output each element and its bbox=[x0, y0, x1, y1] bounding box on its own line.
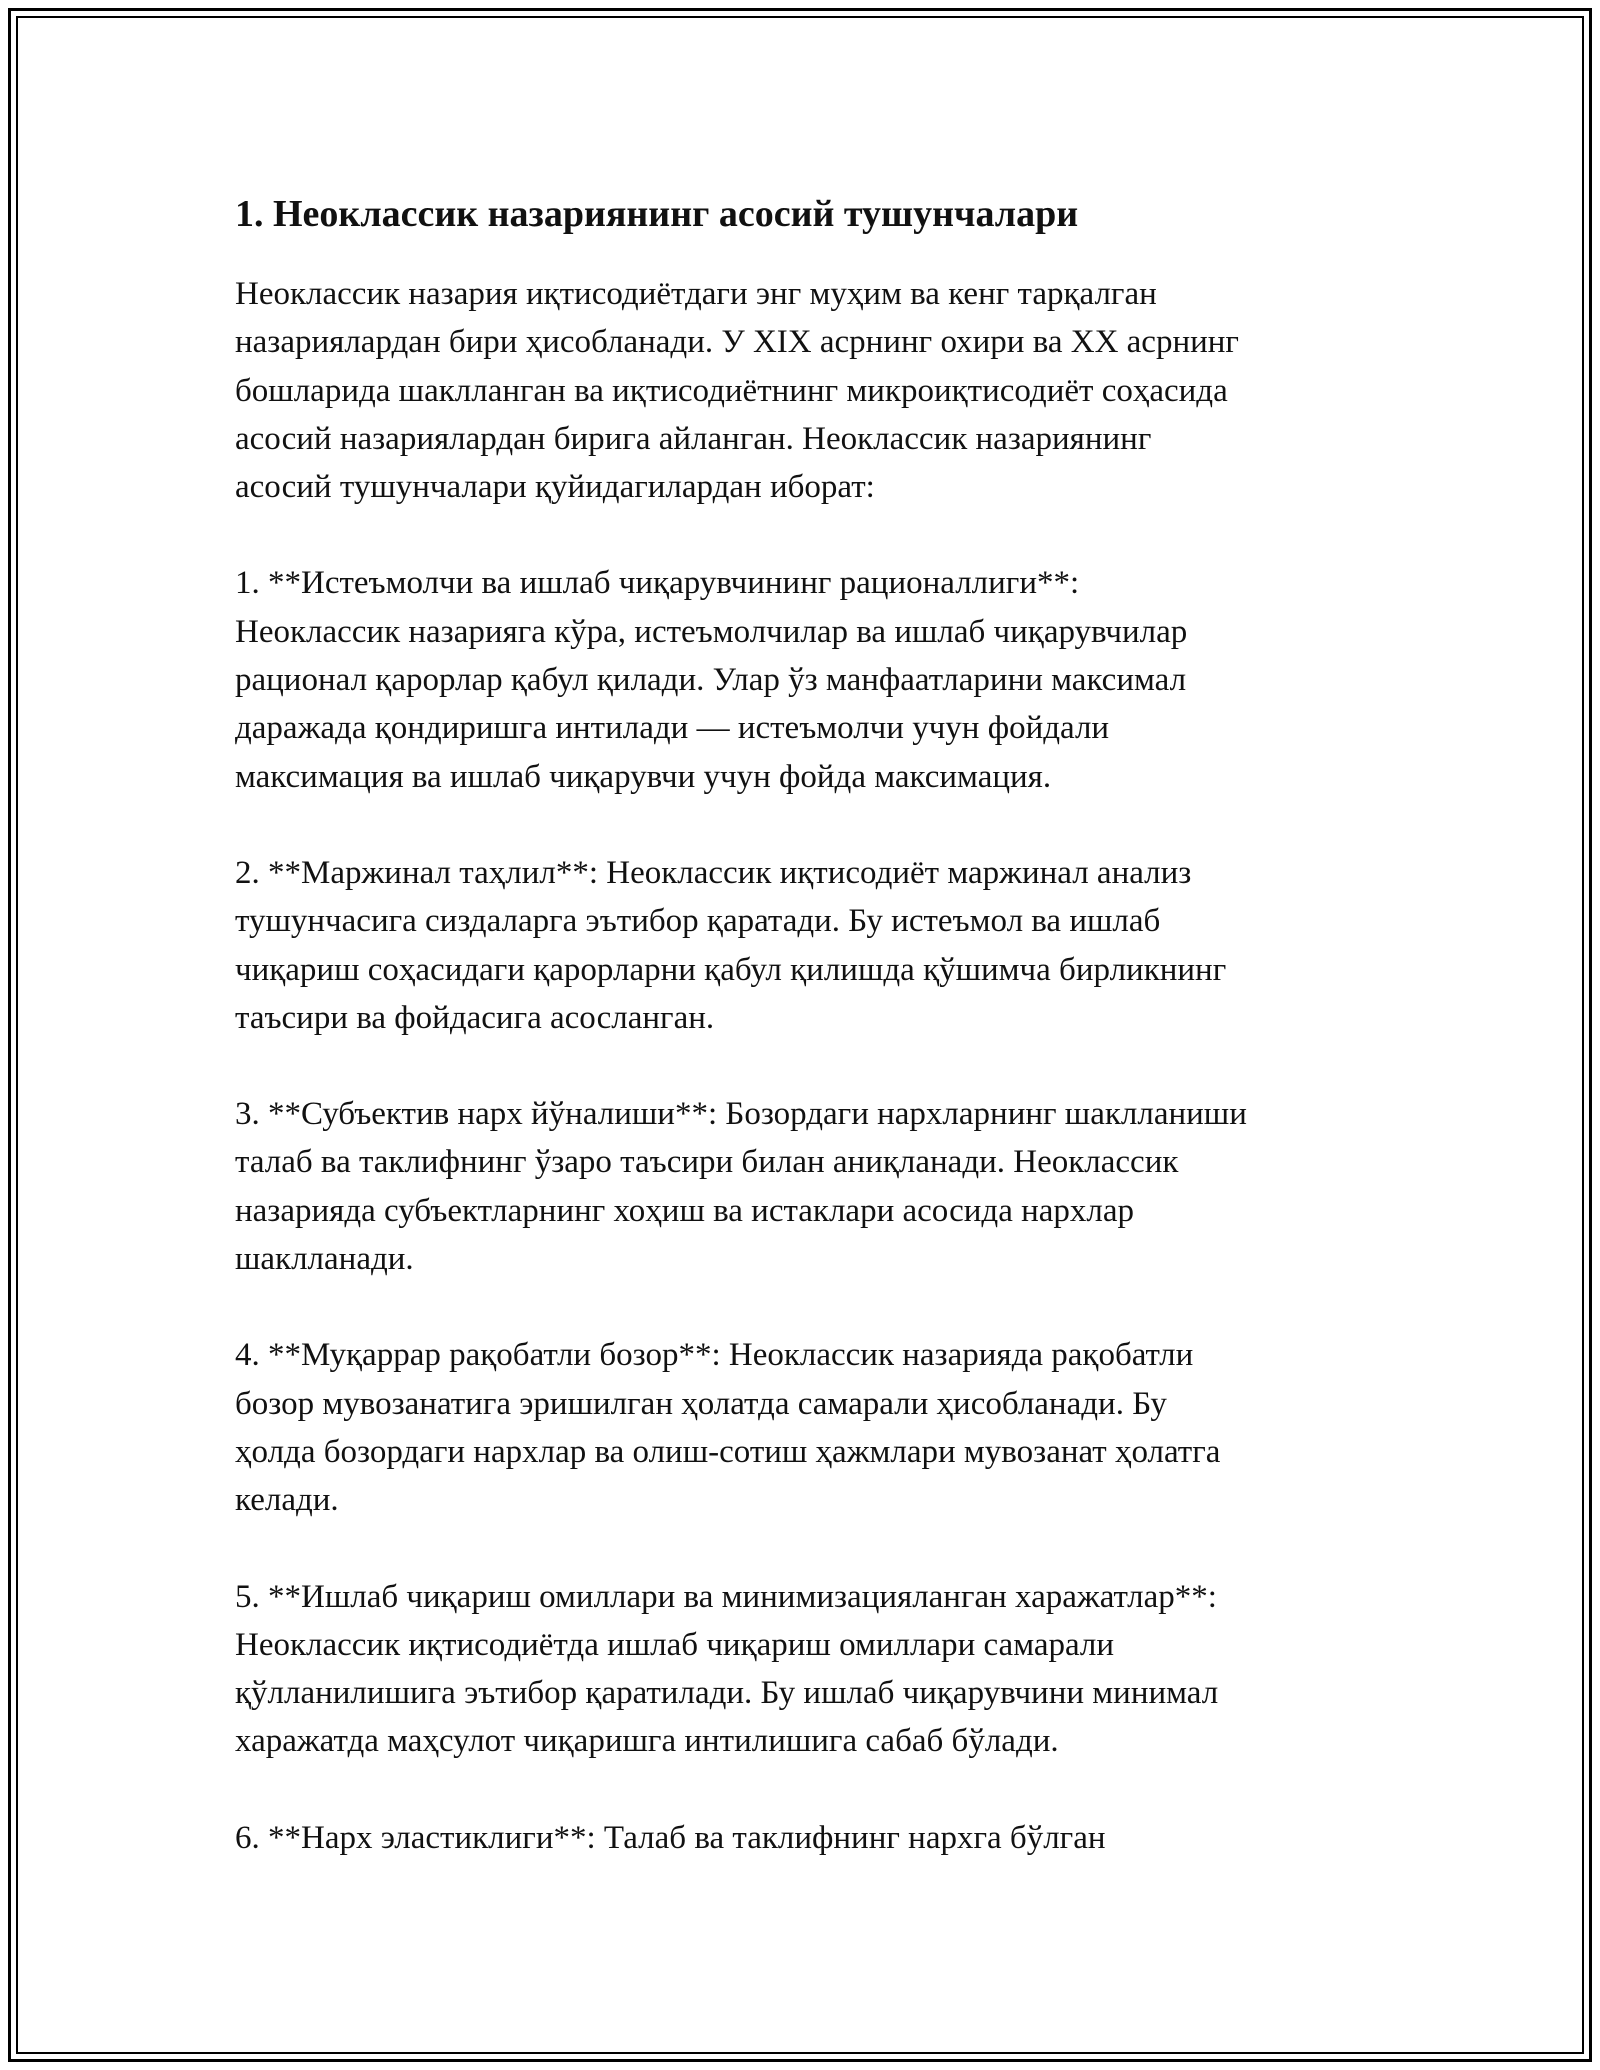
list-item-price-elasticity: 6. **Нарх эластиклиги**: Талаб ва таклифнинг нархга бўлган bbox=[235, 1819, 1106, 1856]
section-heading: 1. Неоклассик назариянинг асосий тушунчалари bbox=[235, 193, 1079, 235]
intro-paragraph: Неоклассик назария иқтисодиётдаги энг муҳим ва кенг тарқалган назариялардан бири ҳисобланади. У XIX асрнинг охири ва XX асрнинг бошларида шаклланган ва иқтисодиётнинг микроиқтисодиёт соҳасида асосий назариялардан бирига айланган. Неоклассик назариянинг асосий тушунчалари қуйидагилардан иборат: bbox=[235, 276, 1239, 506]
list-item-competitive-market: 4. **Муқаррар рақобатли бозор**: Неоклассик назарияда рақобатли бозор мувозанатига эришилган ҳолатда самарали ҳисобланади. Бу ҳолда бозордаги нархлар ва олиш-сотиш ҳажмлари мувозанат ҳолатга келади. bbox=[235, 1337, 1221, 1519]
list-item-production-factors: 5. **Ишлаб чиқариш омиллари ва минимизацияланган харажатлар**: Неоклассик иқтисодиётда ишлаб чиқариш омиллари самарали қўлланилишига эътибор қаратилади. Бу ишлаб чиқарувчини минимал харажатда маҳсулот чиқаришга интилишига сабаб бўлади. bbox=[235, 1578, 1219, 1760]
list-item-subjective-price: 3. **Субъектив нарх йўналиши**: Бозордаги нархларнинг шаклланиши талаб ва таклифнинг ўзаро таъсири билан аниқланади. Неоклассик назарияда субъектларнинг хоҳиш ва истаклари асосида нархлар шаклланади. bbox=[235, 1096, 1247, 1278]
document-body bbox=[235, 188, 1415, 1910]
list-item-marginal-analysis: 2. **Маржинал таҳлил**: Неоклассик иқтисодиёт маржинал анализ тушунчасига сиздаларга эътибор қаратади. Бу истеъмол ва ишлаб чиқариш соҳасидаги қарорларни қабул қилишда қўшимча бирликнинг таъсири ва фойдасига асосланган. bbox=[235, 854, 1227, 1036]
list-item-rationality: 1. **Истеъмолчи ва ишлаб чиқарувчининг рационаллиги**: Неоклассик назарияга кўра, истеъмолчилар ва ишлаб чиқарувчилар рационал қарорлар қабул қилади. Улар ўз манфаатларини максимал даражада қондиришга интилади — истеъмолчи учун фойдали максимация ва ишлаб чиқарувчи учун фойда максимация. bbox=[235, 565, 1188, 795]
